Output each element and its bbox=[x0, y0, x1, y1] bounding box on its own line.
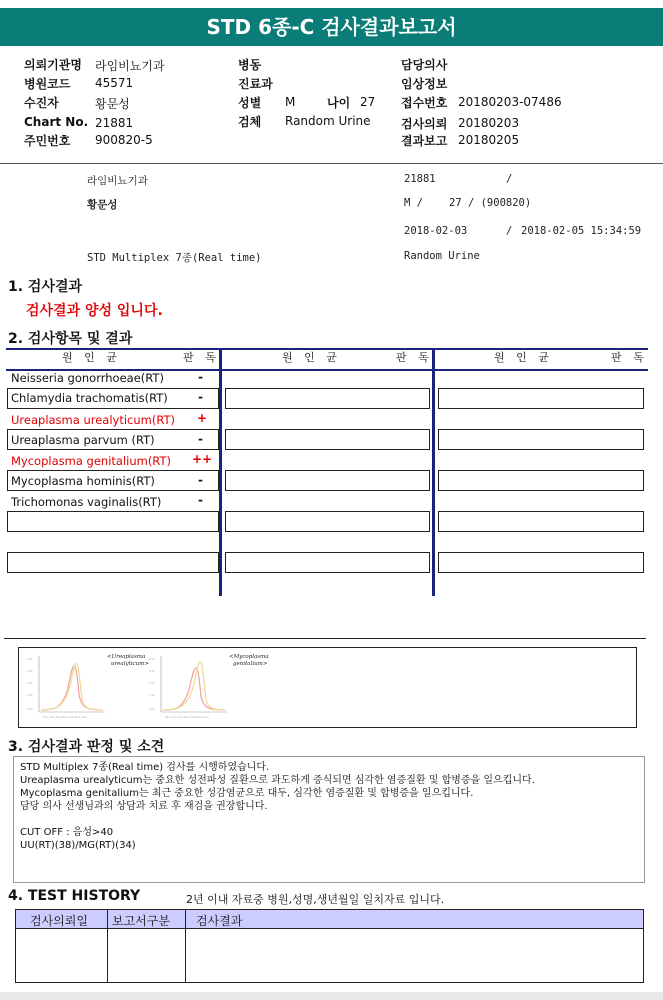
svg-text:0.00: 0.00 bbox=[27, 708, 33, 711]
summary-specimen: Random Urine bbox=[404, 250, 480, 262]
svg-text:30.0 40.0 50.0 60.0 70.0 80.0: 30.0 40.0 50.0 60.0 70.0 80.0 90.0 bbox=[43, 716, 87, 719]
section3-heading: 3. 검사결과 판정 및 소견 bbox=[8, 739, 165, 755]
chart-label-line2: urealyticum> bbox=[111, 661, 149, 667]
col-pathogen-header: 원 인 균 bbox=[494, 351, 553, 364]
history-col-result: 검사결과 bbox=[196, 914, 243, 928]
header-sex-value: M bbox=[285, 95, 296, 109]
svg-text:0.40: 0.40 bbox=[27, 658, 33, 661]
svg-text:0.10: 0.10 bbox=[27, 694, 33, 697]
pathogen-name-positive: Ureaplasma urealyticum(RT) bbox=[11, 413, 176, 427]
grid-separator bbox=[219, 348, 222, 596]
header-chart-no: Chart No. bbox=[24, 115, 89, 129]
header-clinic: 의뢰기관명 bbox=[24, 58, 82, 72]
header-specimen: 검체 bbox=[238, 115, 262, 129]
svg-text:0.20: 0.20 bbox=[27, 682, 33, 685]
header-patient-value: 황문성 bbox=[95, 97, 130, 111]
header-clinical-info: 임상정보 bbox=[401, 77, 448, 91]
chart-label-line2: genitalium> bbox=[233, 661, 268, 667]
pathogen-name: Mycoplasma hominis(RT) bbox=[11, 474, 155, 488]
header-request-date: 검사의뢰 bbox=[401, 117, 448, 131]
summary-sex: M / bbox=[404, 197, 423, 209]
col-pathogen-header: 원 인 균 bbox=[62, 351, 121, 364]
pathogen-name-positive: Mycoplasma genitalium(RT) bbox=[11, 454, 171, 468]
page-bottom-band bbox=[0, 992, 663, 1000]
svg-text:0.20: 0.20 bbox=[149, 682, 155, 685]
pathogen-result: - bbox=[198, 390, 203, 404]
header-resident-no: 주민번호 bbox=[24, 134, 71, 148]
header-age: 나이 bbox=[327, 96, 351, 110]
finding-line: Ureaplasma urealyticum는 중요한 성전파성 질환으로 과도하게 증식되면 심각한 염증질환 및 합병증을 일으킵니다. bbox=[20, 775, 535, 786]
pathogen-result-positive: + bbox=[197, 411, 208, 425]
empty-row-box bbox=[225, 552, 430, 573]
amplification-charts bbox=[18, 647, 637, 728]
header-chart-no-value: 21881 bbox=[95, 116, 134, 130]
header-age-value: 27 bbox=[360, 95, 376, 109]
header-receipt-no: 접수번호 bbox=[401, 96, 448, 110]
col-result-header: 판 독 bbox=[611, 351, 648, 364]
history-col-divider bbox=[107, 910, 108, 982]
pathogen-result: - bbox=[198, 370, 203, 384]
summary-date-reported: 2018-02-05 15:34:59 bbox=[521, 225, 642, 237]
svg-text:0.10: 0.10 bbox=[149, 694, 155, 697]
ct-values-line: UU(RT)(38)/MG(RT)(34) bbox=[20, 840, 136, 851]
header-patient: 수진자 bbox=[24, 96, 59, 110]
history-col-divider bbox=[185, 910, 186, 982]
empty-row-box bbox=[225, 429, 430, 450]
section4-heading: 4. TEST HISTORY bbox=[8, 888, 141, 904]
empty-row-box bbox=[438, 429, 644, 450]
empty-row-box bbox=[438, 552, 644, 573]
history-col-date: 검사의뢰일 bbox=[30, 914, 88, 928]
summary-patient: 황문성 bbox=[87, 199, 118, 211]
summary-test-name: STD Multiplex 7종(Real time) bbox=[87, 252, 262, 264]
header-clinic-value: 라임비뇨기과 bbox=[95, 59, 165, 73]
svg-text:0.40: 0.40 bbox=[149, 658, 155, 661]
empty-row-box bbox=[7, 552, 219, 573]
summary-age-birth: 27 / (900820) bbox=[449, 197, 532, 209]
header-hospital-code: 병원코드 bbox=[24, 77, 71, 91]
header-hospital-code-value: 45571 bbox=[95, 76, 134, 90]
header-specimen-value: Random Urine bbox=[285, 114, 371, 128]
pathogen-result: - bbox=[198, 493, 203, 507]
header-report-date: 결과보고 bbox=[401, 134, 448, 148]
amplification-chart-mycoplasma bbox=[147, 652, 269, 720]
history-note: 2년 이내 자료중 병원,성명,생년월일 일치자료 입니다. bbox=[186, 893, 445, 906]
pathogen-result: - bbox=[198, 432, 203, 446]
header-dept: 진료과 bbox=[238, 77, 273, 91]
header-doctor: 담당의사 bbox=[401, 58, 448, 72]
svg-text:0.30: 0.30 bbox=[149, 670, 155, 673]
header-receipt-no-value: 20180203-07486 bbox=[458, 95, 562, 109]
pathogen-name: Neisseria gonorrhoeae(RT) bbox=[11, 371, 164, 385]
svg-text:0.30: 0.30 bbox=[27, 670, 33, 673]
header-report-date-value: 20180205 bbox=[458, 133, 520, 147]
summary-date-received: 2018-02-03 bbox=[404, 225, 468, 237]
finding-line: STD Multiplex 7종(Real time) 검사를 시행하였습니다. bbox=[20, 762, 270, 773]
pathogen-name: Trichomonas vaginalis(RT) bbox=[11, 495, 162, 509]
header-resident-no-value: 900820-5 bbox=[95, 133, 153, 147]
finding-line bbox=[20, 813, 644, 826]
empty-row-box bbox=[438, 388, 644, 409]
pathogen-name: Ureaplasma parvum (RT) bbox=[11, 433, 155, 447]
section2-heading: 2. 검사항목 및 결과 bbox=[8, 331, 133, 347]
summary-clinic: 라임비뇨기과 bbox=[87, 175, 148, 187]
amplification-chart-ureaplasma bbox=[25, 652, 149, 720]
cutoff-line: CUT OFF : 음성>40 bbox=[20, 827, 114, 838]
history-table-header bbox=[16, 910, 643, 929]
header-ward: 병동 bbox=[238, 58, 262, 72]
chart-label-line1: <Mycoplasma bbox=[229, 654, 269, 660]
empty-row-box bbox=[225, 511, 430, 532]
pathogen-name: Chlamydia trachomatis(RT) bbox=[11, 391, 168, 405]
header-divider bbox=[0, 163, 663, 164]
report-title: STD 6종-C 검사결과보고서 bbox=[0, 8, 663, 46]
summary-chart: 21881 bbox=[404, 173, 436, 185]
history-col-type: 보고서구분 bbox=[112, 914, 170, 928]
finding-line: Mycoplasma genitalium는 최근 중요한 성감염균으로 대두, 심각한 염증질환 및 합병증을 일으킵니다. bbox=[20, 788, 474, 799]
col-result-header: 판 독 bbox=[396, 351, 433, 364]
finding-line: 담당 의사 선생님과의 상담과 치료 후 재검을 권장합니다. bbox=[20, 801, 268, 812]
chart-label-line1: <Ureaplasma bbox=[107, 654, 146, 660]
test-history-table bbox=[15, 909, 644, 983]
empty-row-box bbox=[225, 388, 430, 409]
findings-box bbox=[13, 756, 645, 883]
header-request-date-value: 20180203 bbox=[458, 116, 520, 130]
pathogen-result: - bbox=[198, 473, 203, 487]
empty-row-box bbox=[225, 470, 430, 491]
header-sex: 성별 bbox=[238, 96, 262, 110]
col-pathogen-header: 원 인 균 bbox=[282, 351, 341, 364]
empty-row-box bbox=[7, 511, 219, 532]
pathogen-result-positive: ++ bbox=[192, 452, 213, 466]
empty-row-box bbox=[438, 511, 644, 532]
svg-text:30.0 40.0 50.0 60.0 70.0 80.0: 30.0 40.0 50.0 60.0 70.0 80.0 90.0 bbox=[165, 716, 209, 719]
grid-separator bbox=[432, 348, 435, 596]
empty-row-box bbox=[438, 470, 644, 491]
col-result-header: 판 독 bbox=[183, 351, 220, 364]
section-divider bbox=[4, 638, 646, 639]
section1-heading: 1. 검사결과 bbox=[8, 279, 83, 295]
svg-text:0.00: 0.00 bbox=[149, 708, 155, 711]
summary-slash: / bbox=[506, 173, 513, 185]
result-message: 검사결과 양성 입니다. bbox=[26, 303, 163, 319]
summary-date-slash: / bbox=[506, 225, 513, 237]
